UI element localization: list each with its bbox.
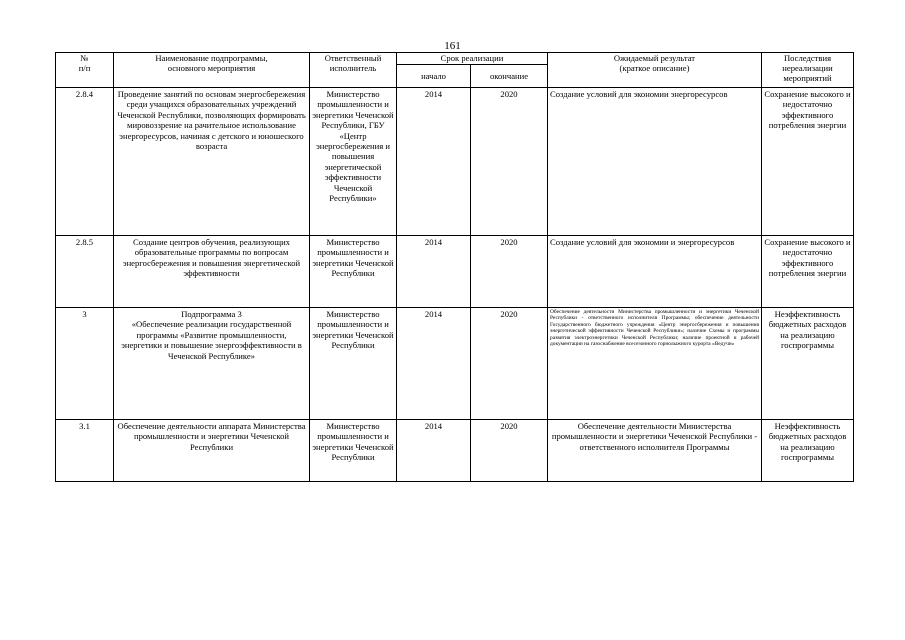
row-consequences: Неэффективность бюджетных расходов на реализацию госпрограммы — [762, 308, 854, 420]
row-result: Создание условий для экономии энергоресурсов — [548, 88, 762, 236]
row-name: Создание центров обучения, реализующих образовательные программы по вопросам энергосбережения и повышения энергетической эффективности — [114, 236, 310, 308]
header-result: Ожидаемый результат (краткое описание) — [548, 53, 762, 88]
row-responsible: Министерство промышленности и энергетики Чеченской Республики — [310, 236, 397, 308]
row-end: 2020 — [471, 88, 548, 236]
row-responsible: Министерство промышленности и энергетики Чеченской Республики — [310, 420, 397, 482]
row-name: Обеспечение деятельности аппарата Министерства промышленности и энергетики Чеченской Республики — [114, 420, 310, 482]
row-end: 2020 — [471, 236, 548, 308]
row-num: 3 — [56, 308, 114, 420]
row-name: Подпрограмма 3 «Обеспечение реализации государственной программы «Развитие промышленности, энергетики и повышение энергоэффективности в Чеченской Республике» — [114, 308, 310, 420]
program-table — [55, 52, 854, 482]
row-num: 2.8.4 — [56, 88, 114, 236]
row-consequences: Сохранение высокого и недостаточно эффективного потребления энергии — [762, 88, 854, 236]
row-num: 2.8.5 — [56, 236, 114, 308]
row-name: Проведение занятий по основам энергосбережения среди учащихся образовательных учреждений Чеченской Республики, позволяющих формировать мировоззрение на рачительное использование энергоресурсов, начиная с детского и юношеского возраста — [114, 88, 310, 236]
row-start: 2014 — [397, 236, 471, 308]
table-row — [56, 420, 854, 482]
row-end: 2020 — [471, 308, 548, 420]
row-start: 2014 — [397, 308, 471, 420]
row-consequences: Неэффективность бюджетных расходов на реализацию госпрограммы — [762, 420, 854, 482]
row-result: Создание условий для экономии и энергоресурсов — [548, 236, 762, 308]
row-start: 2014 — [397, 420, 471, 482]
row-num: 3.1 — [56, 420, 114, 482]
table-row — [56, 308, 854, 420]
header-name: Наименование подпрограммы, основного мероприятия — [114, 53, 310, 88]
header-end: окончание — [471, 65, 548, 88]
row-responsible: Министерство промышленности и энергетики Чеченской Республики, ГБУ «Центр энергосбережения и повышения энергетической эффективности Чеченской Республики» — [310, 88, 397, 236]
header-num: № п/п — [56, 53, 114, 88]
row-start: 2014 — [397, 88, 471, 236]
row-result: Обеспечение деятельности Министерства промышленности и энергетики Чеченской Республики - ответственного исполнителя Программы — [548, 420, 762, 482]
header-consequences: Последствия нереализации мероприятий — [762, 53, 854, 88]
row-consequences: Сохранение высокого и недостаточно эффективного потребления энергии — [762, 236, 854, 308]
row-responsible: Министерство промышленности и энергетики Чеченской Республики — [310, 308, 397, 420]
page-number: 161 — [444, 40, 461, 52]
row-end: 2020 — [471, 420, 548, 482]
header-responsible: Ответственный исполнитель — [310, 53, 397, 88]
header-start: начало — [397, 65, 471, 88]
table-row — [56, 236, 854, 308]
table-row — [56, 88, 854, 236]
header-period: Срок реализации — [397, 53, 548, 65]
row-result: Обеспечение деятельности Министерства промышленности и энергетики Чеченской Республики - ответственного исполнителя Программы; обеспечение деятельности Государственного бюджетного учреждения «Центр энергосбережения и повышения энергетической эффективности Чеченской Республики»; наличие Схемы и программы развития электроэнергетики Чеченской Республики; наличие проектной и рабочей документации на газоснабжение всесезонного горнолыжного курорта «Ведучи» — [548, 308, 762, 420]
